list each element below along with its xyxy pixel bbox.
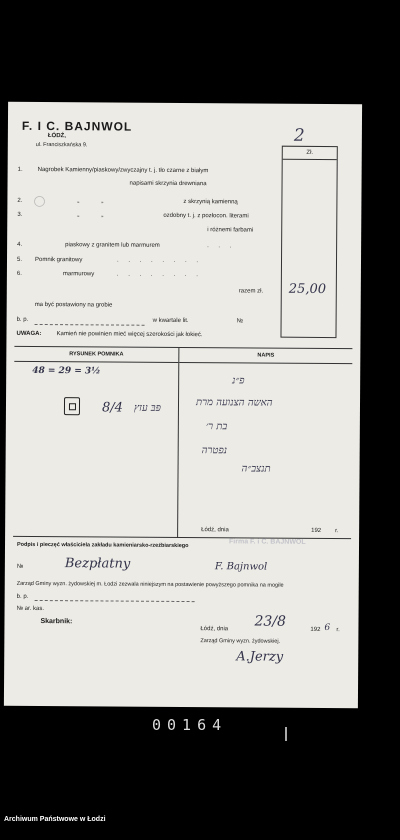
year-2: 192 <box>310 626 321 633</box>
handwritten-number: 2 <box>293 125 305 146</box>
zarzad-caption: Zarząd Gminy wyzn. żydowskiej. <box>200 638 281 645</box>
stamped-number: 00164 <box>152 716 228 734</box>
calc-note: 48 = 29 = 3½ <box>32 365 101 377</box>
item-3-num: 3. <box>17 211 23 218</box>
total-value: 25,00 <box>288 281 327 297</box>
inscription-line-3: בת ר׳ <box>205 421 228 433</box>
item-2-text: z skrzynią kamienną <box>183 198 238 206</box>
item-5-dots: . . . . . . . . <box>116 257 203 265</box>
ditto-2b: „ <box>101 198 104 205</box>
ditto-mark-smudge: ○ <box>33 192 46 210</box>
item-1-num: 1. <box>17 166 23 173</box>
ditto-3b: „ <box>101 212 104 219</box>
ditto-2a: „ <box>77 198 80 205</box>
archive-label: Archiwum Państwowe w Łodzi <box>4 816 106 823</box>
bp-label-2: b. p. <box>16 593 29 600</box>
date-label-2: Łódź, dnia <box>200 626 229 633</box>
price-column <box>280 146 337 338</box>
total-label: razem zł. <box>238 288 264 295</box>
item-3b-text: i różnemi farbami <box>207 227 254 234</box>
inscription-line-1: פ״נ <box>232 375 245 387</box>
zarzad-text: Zarząd Gminy wyzn. żydowskiej m. Łodzi zezwala niniejszym na postawienie powyższego pomnika na mogile <box>16 580 284 589</box>
bp-label: b. p. <box>16 316 29 323</box>
item-4-num: 4. <box>17 241 23 248</box>
item-1b-text: napisami skrzynia drewniana <box>129 180 207 188</box>
date-label-1: Łódź, dnia <box>201 527 229 534</box>
zl-header: Zł. <box>283 147 337 160</box>
item-2-num: 2. <box>17 197 23 204</box>
uwaga-text: Kamień nie powinien mieć więcej szerokości jak łokieć. <box>56 331 203 339</box>
drawing-header: RYSUNEK POMNIKA <box>14 347 178 363</box>
year-1: 192 <box>311 527 322 534</box>
inscription-line-2: האשה הצנועה מרת <box>195 397 273 409</box>
no-value: Bezpłatny <box>64 556 131 572</box>
r-2: r. <box>336 627 340 634</box>
monument-sketch-icon <box>64 397 80 415</box>
kas-label: № ar. kas. <box>16 605 45 613</box>
item-6-num: 6. <box>16 270 22 277</box>
no-label: № <box>16 563 24 570</box>
date-value-2: 23/8 <box>254 613 286 630</box>
firm-street: ul. Franciszkańska 9. <box>35 141 88 149</box>
item-4-text: piaskowy z granitem lub marmurem <box>65 242 160 249</box>
inscription-header: NAPIS <box>179 348 352 364</box>
bp-dash <box>35 324 145 326</box>
grave-line: ma być postawiony na grobie <box>34 301 113 309</box>
quarter-label: w kwartale lit. <box>152 317 189 325</box>
stamp-text: Firma F. i C. BAJNWOL <box>229 538 306 546</box>
ditto-3a: „ <box>77 212 80 219</box>
final-signature: A.Jerzy <box>236 649 284 665</box>
item-6-text: marmurowy <box>62 271 95 278</box>
inscription-line-4: נפטרה <box>201 445 228 457</box>
drawing-note: 8/4 <box>101 400 123 416</box>
item-5-text: Pomnik granitowy <box>34 256 83 264</box>
item-4-dots: . . . <box>207 243 236 250</box>
firm-city: ŁÓDŹ, <box>47 133 66 140</box>
owner-caption: Podpis i pieczęć właściciela zakładu kamieniarsko-rzeźbiarskiego <box>16 541 189 550</box>
number-sign: № <box>236 318 244 325</box>
scan-tick-mark <box>285 727 287 741</box>
bp-dash-2 <box>35 600 195 602</box>
r-1: r. <box>335 528 339 535</box>
document-paper <box>4 102 362 708</box>
skarbnik-label: Skarbnik: <box>40 618 73 626</box>
item-6-dots: . . . . . . . . <box>116 271 202 279</box>
owner-signature: F. Bajnwol <box>214 561 268 573</box>
firm-name: F. I C. BAJNWOL <box>21 118 133 134</box>
uwaga-label: UWAGA: <box>16 330 42 338</box>
item-5-num: 5. <box>16 256 23 263</box>
inscription-line-5: תנצב״ה <box>241 463 271 475</box>
year-2-digit: 6 <box>324 622 331 634</box>
item-3-text: ozdobny t. j. z pozłocon. literami <box>163 212 249 220</box>
drawing-note-hebrew: פּבּ עזץ <box>133 402 161 414</box>
item-1-text: Nagrobek Kamienny/piaskowy/zwyczajny t. j. tło czarne z białym <box>37 166 209 175</box>
